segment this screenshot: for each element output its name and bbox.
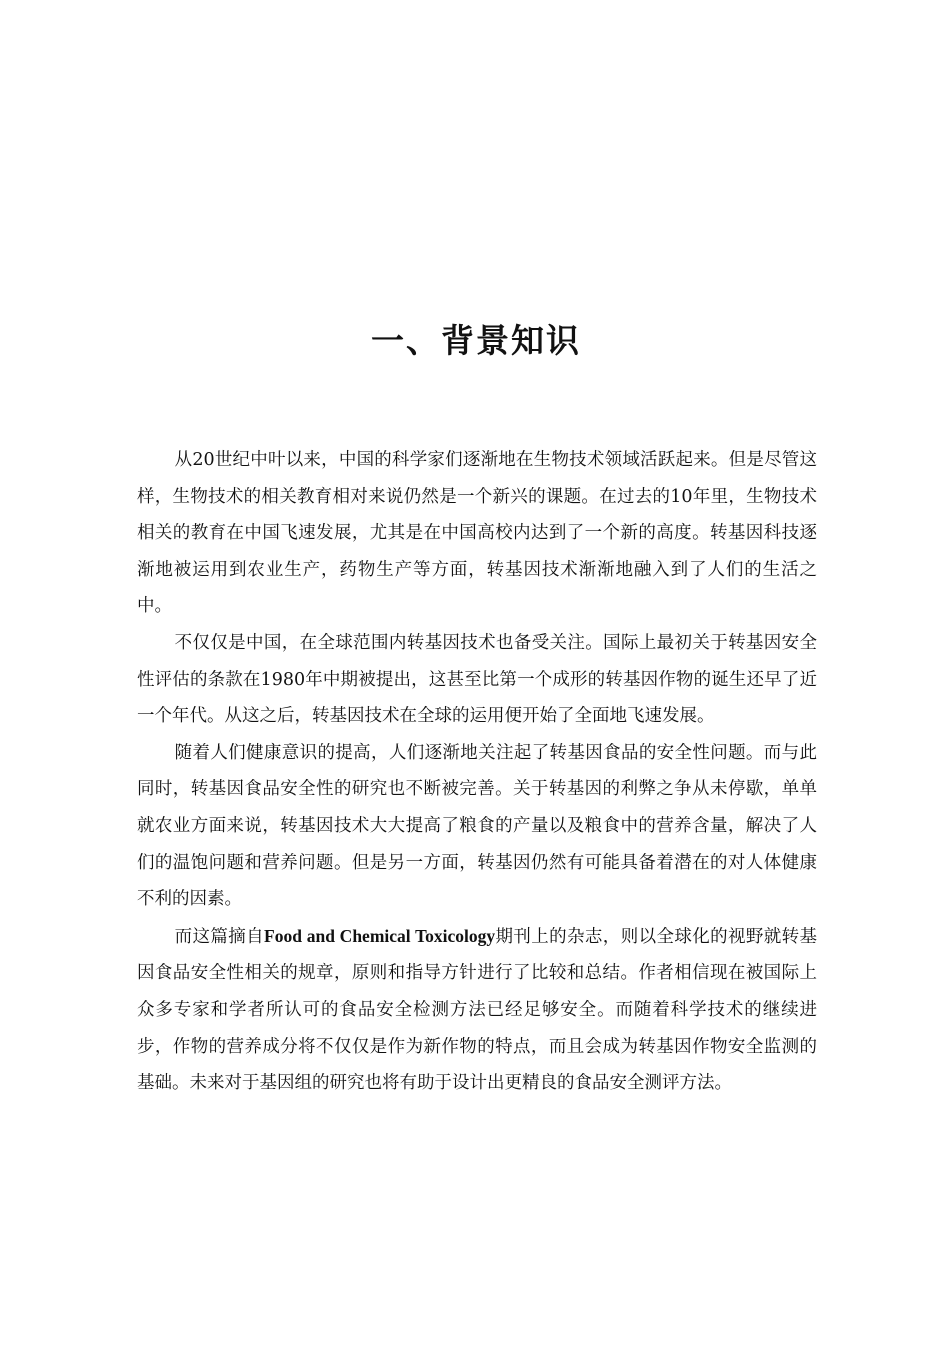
paragraph-4-rest: 期刊上的杂志，则以全球化的视野就转基因食品安全性相关的规章，原则和指导方针进行了比较和总结。作者相信现在被国际上众多专家和学者所认可的食品安全检测方法已经足够安全。而随着科学技术的继续进步，作物的营养成分将不仅仅是作为新作物的特点，而且会成为转基因作物安全监测的基础。未来对于基因组的研究也将有助于设计出更精良的食品安全测评方法。 — [137, 926, 817, 1094]
section-title: 一、背景知识 — [371, 321, 581, 360]
body-text — [137, 442, 817, 1102]
paragraph-4-lead: 而这篇摘自 — [174, 926, 265, 947]
paragraph-1: 从20世纪中叶以来，中国的科学家们逐渐地在生物技术领域活跃起来。但是尽管这样，生物技术的相关教育相对来说仍然是一个新兴的课题。在过去的10年里，生物技术相关的教育在中国飞速发展，尤其是在中国高校内达到了一个新的高度。转基因科技逐渐地被运用到农业生产，药物生产等方面，转基因技术渐渐地融入到了人们的生活之中。 — [137, 450, 817, 617]
journal-name: Food and Chemical Toxicology — [264, 925, 496, 946]
paragraph-2: 不仅仅是中国，在全球范围内转基因技术也备受关注。国际上最初关于转基因安全性评估的条款在1980年中期被提出，这甚至比第一个成形的转基因作物的诞生还早了近一个年代。从这之后，转基因技术在全球的运用便开始了全面地飞速发展。 — [137, 632, 817, 727]
paragraph-3: 随着人们健康意识的提高，人们逐渐地关注起了转基因食品的安全性问题。而与此同时，转基因食品安全性的研究也不断被完善。关于转基因的利弊之争从未停歇，单单就农业方面来说，转基因技术大大提高了粮食的产量以及粮食中的营养含量，解决了人们的温饱问题和营养问题。但是另一方面，转基因仍然有可能具备着潜在的对人体健康不利的因素。 — [137, 742, 817, 910]
paragraph-4 — [137, 918, 817, 1102]
